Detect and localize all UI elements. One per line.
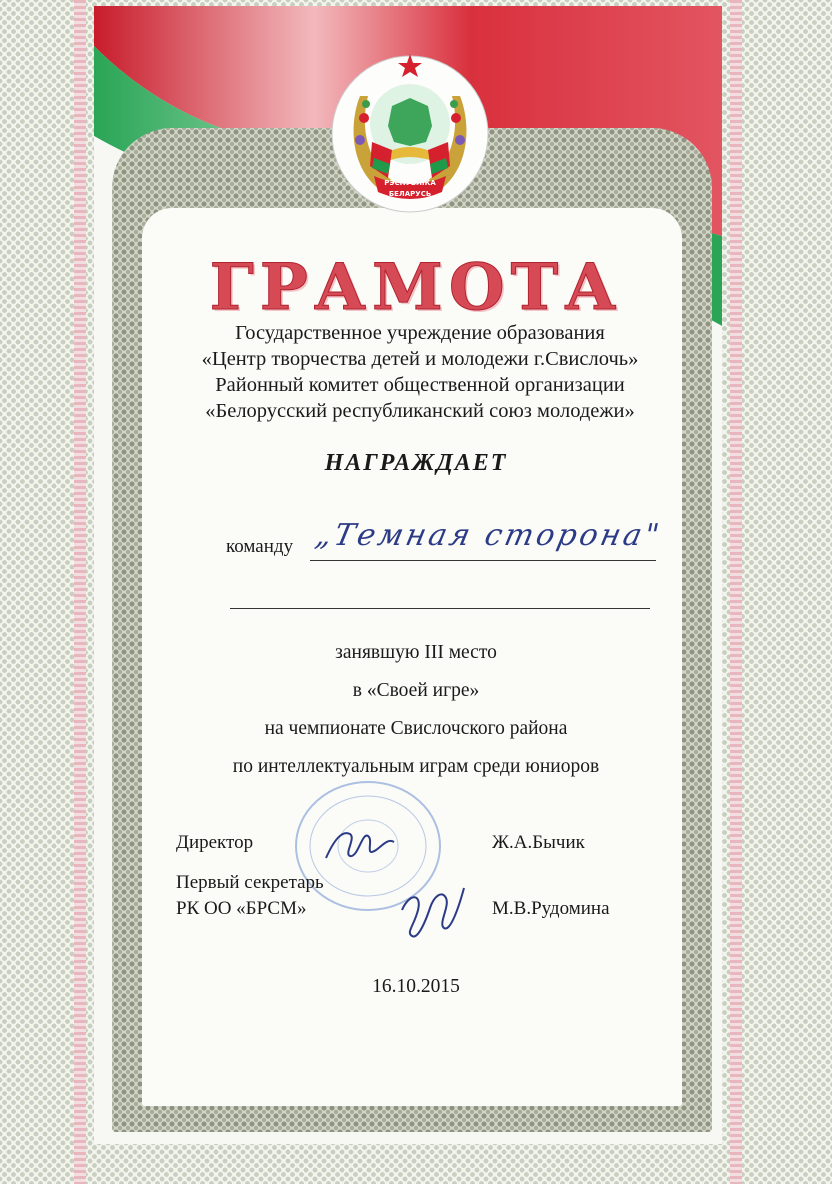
award-verb: НАГРАЖДАЕТ: [324, 450, 508, 476]
director-signature: [320, 820, 400, 870]
achievement-game: в «Своей игре»: [352, 680, 480, 701]
left-ornament-stripe: [74, 0, 86, 1184]
org-line-1: Государственное учреждение образования: [235, 322, 605, 344]
secretary-signature: [392, 880, 472, 944]
team-label: команду: [226, 536, 294, 557]
secretary-name: М.В.Рудомина: [492, 898, 610, 919]
director-title: Директор: [176, 832, 254, 853]
team-underline: [310, 560, 656, 561]
state-emblem-icon: [330, 46, 490, 216]
secretary-title-line1: Первый секретарь: [176, 872, 324, 893]
right-ornament-stripe: [730, 0, 742, 1184]
org-line-2: «Центр творчества детей и молодежи г.Свислочь»: [201, 348, 639, 370]
team-name-handwritten: „Темная сторона": [312, 518, 665, 553]
achievement-place: занявшую III место: [335, 642, 497, 663]
blank-underline: [230, 608, 650, 609]
emblem-ribbon-bottom: БЕЛАРУСЬ: [388, 190, 432, 198]
achievement-championship: на чемпионате Свислочского района: [264, 718, 568, 739]
org-line-4: «Белорусский республиканский союз молодежи»: [205, 400, 635, 422]
issue-date: 16.10.2015: [372, 976, 460, 997]
emblem-ribbon-top: РЭСПУБЛІКА: [384, 179, 436, 187]
secretary-title-line2: РК ОО «БРСМ»: [176, 898, 307, 919]
certificate-title: ГРАМОТА: [209, 250, 623, 325]
achievement-category: по интеллектуальным играм среди юниоров: [232, 756, 600, 777]
org-line-3: Районный комитет общественной организации: [215, 374, 625, 396]
director-name: Ж.А.Бычик: [492, 832, 585, 853]
